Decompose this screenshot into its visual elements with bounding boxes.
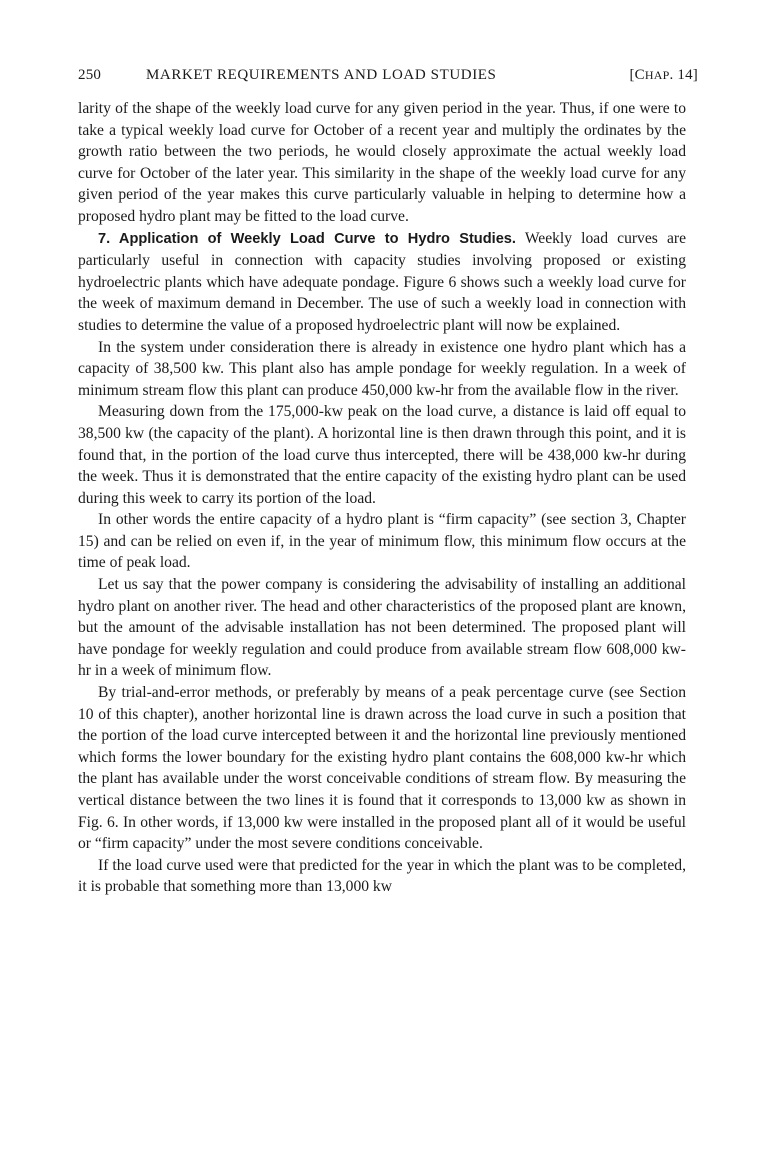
paragraph: In the system under consideration there is already in existence one hydro plant which has a capacity of 38,500 kw. This plant also has ample pondage for weekly regulation. In a week of minimum stream flow this plant can produce 450,000 kw-hr from the available flow in the river. — [78, 338, 686, 399]
running-header — [78, 67, 698, 89]
running-title: MARKET REQUIREMENTS AND LOAD STUDIES — [146, 67, 497, 83]
paragraph: larity of the shape of the weekly load curve for any given period in the year. Thus, if one were to take a typical weekly load curve for October of a recent year and multiply the ordinates by the growth ratio between the two periods, he would closely approximate the actual weekly load curve for October of the later year. This similarity in the shape of the weekly load curve for any given period of the year makes this curve particularly valuable in helping to determine how a proposed hydro plant may be fitted to the load curve. — [78, 100, 686, 225]
section-paragraph: 7. Application of Weekly Load Curve to Hydro Studies. Weekly load curves are particularly useful in connection with capacity studies involving proposed or existing hydroelectric plants which have adequate pondage. Figure 6 shows such a weekly load curve for the week of maximum demand in December. The use of such a weekly load in connection with studies to determine the value of a proposed hydroelectric plant will now be explained. — [78, 229, 686, 334]
page-number: 250 — [78, 67, 102, 83]
paragraph: Let us say that the power company is considering the advisability of installing an additional hydro plant on another river. The head and other characteristics of the proposed plant are known, but the amount of the advisable installation has not been determined. The proposed plant will have pondage for weekly regulation and could produce from available stream flow 608,000 kw-hr in a week of minimum flow. — [78, 576, 686, 680]
paragraph: Measuring down from the 175,000-kw peak on the load curve, a distance is laid off equal to 38,500 kw (the capacity of the plant). A horizontal line is then drawn through this point, and it is found that, in the portion of the load curve thus intercepted, there will be 438,000 kw-hr during the week. Thus it is demonstrated that the entire capacity of the existing hydro plant can be used during this week to carry its portion of the load. — [78, 403, 686, 507]
paragraph: In other words the entire capacity of a hydro plant is “firm capacity” (see section 3, Chapter 15) and can be relied on even if, in the year of minimum flow, this minimum flow occurs at the time of peak load. — [78, 511, 686, 572]
paragraph: If the load curve used were that predicted for the year in which the plant was to be completed, it is probable that something more than 13,000 kw — [78, 856, 686, 896]
chapter-label: [CHAP. 14] — [629, 67, 698, 83]
section-heading: 7. Application of Weekly Load Curve to Hydro Studies. — [98, 230, 516, 247]
body-text — [78, 98, 686, 898]
paragraph: By trial-and-error methods, or preferably by means of a peak percentage curve (see Section 10 of this chapter), another horizontal line is drawn across the load curve in such a position that the portion of the load curve intercepted between it and the horizontal line previously mentioned which forms the lower boundary for the existing hydro plant contains the 608,000 kw-hr which the plant has available under the worst conceivable conditions of stream flow. By measuring the vertical distance between the two lines it is found that it corresponds to 13,000 kw as shown in Fig. 6. In other words, if 13,000 kw were installed in the proposed plant all of it would be useful or “firm capacity” under the most severe conditions conceivable. — [78, 684, 686, 853]
